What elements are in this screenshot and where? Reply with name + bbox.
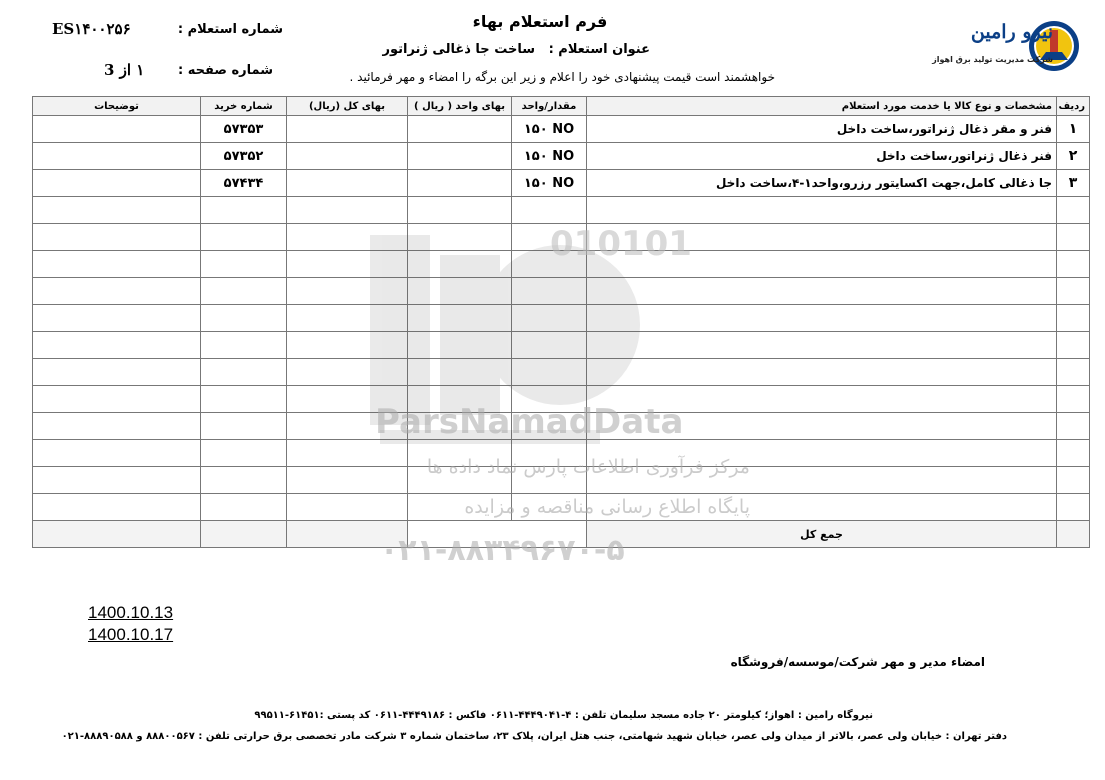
empty-table-row: [33, 359, 1090, 386]
empty-cell: [201, 224, 287, 251]
row-number: ۱: [1057, 116, 1090, 143]
header-row-number: ردیف: [1057, 97, 1090, 116]
watermark-line2: پایگاه اطلاع رسانی مناقصه و مزایده: [464, 496, 750, 518]
empty-cell: [512, 440, 587, 467]
empty-cell: [587, 440, 1057, 467]
empty-cell: [1057, 278, 1090, 305]
empty-cell: [512, 197, 587, 224]
empty-cell[interactable]: [287, 224, 408, 251]
notes-cell[interactable]: [33, 170, 201, 197]
empty-cell: [1057, 467, 1090, 494]
item-description: فنر و مقر ذغال ژنراتور،ساخت داخل: [587, 116, 1057, 143]
empty-cell[interactable]: [287, 467, 408, 494]
empty-cell: [587, 413, 1057, 440]
row-number: ۲: [1057, 143, 1090, 170]
empty-cell: [512, 224, 587, 251]
empty-cell[interactable]: [287, 386, 408, 413]
empty-cell: [1057, 413, 1090, 440]
empty-cell: [512, 467, 587, 494]
item-quantity: ۱۵۰ NO: [512, 170, 587, 197]
grand-total-cell[interactable]: [287, 521, 408, 548]
empty-cell[interactable]: [287, 413, 408, 440]
empty-cell: [201, 440, 287, 467]
empty-cell: [1057, 197, 1090, 224]
header-description: مشخصات و نوع کالا یا خدمت مورد استعلام: [587, 97, 1057, 116]
empty-cell: [201, 467, 287, 494]
table-row: [33, 116, 1090, 143]
empty-cell[interactable]: [408, 305, 512, 332]
total-price-cell[interactable]: [287, 170, 408, 197]
empty-cell[interactable]: [287, 305, 408, 332]
table-row: [33, 143, 1090, 170]
empty-cell: [1057, 251, 1090, 278]
header-unit-price: بهای واحد ( ریال ): [408, 97, 512, 116]
total-spacer: [408, 521, 587, 548]
empty-cell[interactable]: [287, 332, 408, 359]
empty-table-row: [33, 494, 1090, 521]
inquiry-number-label: شماره استعلام :: [177, 22, 283, 37]
empty-cell[interactable]: [33, 332, 201, 359]
empty-cell: [201, 494, 287, 521]
empty-cell[interactable]: [287, 278, 408, 305]
item-quantity: ۱۵۰ NO: [512, 143, 587, 170]
empty-cell[interactable]: [33, 413, 201, 440]
empty-cell[interactable]: [287, 197, 408, 224]
empty-table-row: [33, 440, 1090, 467]
empty-cell[interactable]: [33, 197, 201, 224]
subject-label: عنوان استعلام :: [548, 42, 650, 57]
empty-cell[interactable]: [33, 440, 201, 467]
empty-cell[interactable]: [33, 251, 201, 278]
empty-cell: [587, 359, 1057, 386]
empty-cell: [201, 413, 287, 440]
empty-cell: [587, 278, 1057, 305]
purchase-number: ۵۷۴۳۴: [201, 170, 287, 197]
empty-cell: [1057, 305, 1090, 332]
empty-cell[interactable]: [287, 440, 408, 467]
notes-cell[interactable]: [33, 116, 201, 143]
subject-line: [382, 42, 650, 57]
empty-cell[interactable]: [408, 359, 512, 386]
empty-cell: [587, 197, 1057, 224]
empty-cell: [587, 467, 1057, 494]
empty-cell: [512, 251, 587, 278]
empty-cell[interactable]: [33, 278, 201, 305]
table-header-row: [33, 97, 1090, 116]
empty-cell: [201, 305, 287, 332]
empty-cell[interactable]: [33, 494, 201, 521]
empty-table-row: [33, 251, 1090, 278]
empty-cell[interactable]: [408, 332, 512, 359]
empty-table-row: [33, 467, 1090, 494]
empty-cell: [512, 278, 587, 305]
inquiry-number-value: ES۱۴۰۰۲۵۶: [52, 20, 131, 38]
unit-price-cell[interactable]: [408, 143, 512, 170]
address-ahvaz: نیروگاه رامین : اهواز؛ کیلومتر ۲۰ جاده مسجد سلیمان تلفن : ۴-۴۴۴۹۰۴۱-۰۶۱۱ فاکس : ۴۴۴۹۱۸۶-۰۶۱۱ کد پستی :۶۱۴۵۱-۹۹۵۱۱: [254, 710, 873, 721]
empty-table-row: [33, 224, 1090, 251]
page-number-label: شماره صفحه :: [178, 63, 273, 78]
total-label: جمع کل: [587, 521, 1057, 548]
empty-cell[interactable]: [33, 467, 201, 494]
empty-cell: [1057, 224, 1090, 251]
empty-cell[interactable]: [408, 440, 512, 467]
total-notes-spacer: [33, 521, 201, 548]
empty-cell[interactable]: [408, 224, 512, 251]
total-row: [33, 521, 1090, 548]
empty-cell: [587, 251, 1057, 278]
total-price-cell[interactable]: [287, 143, 408, 170]
item-quantity: ۱۵۰ NO: [512, 116, 587, 143]
header-total-price: بهای کل (ریال): [287, 97, 408, 116]
empty-cell[interactable]: [33, 386, 201, 413]
empty-cell: [587, 332, 1057, 359]
unit-price-cell[interactable]: [408, 170, 512, 197]
signature-line: امضاء مدیر و مهر شرکت/موسسه/فروشگاه: [730, 655, 985, 669]
empty-cell: [201, 359, 287, 386]
unit-price-cell[interactable]: [408, 116, 512, 143]
notes-cell[interactable]: [33, 143, 201, 170]
empty-cell[interactable]: [408, 197, 512, 224]
empty-cell[interactable]: [33, 359, 201, 386]
form-title: فرم استعلام بهاء: [472, 12, 608, 31]
empty-cell[interactable]: [408, 494, 512, 521]
empty-cell: [512, 413, 587, 440]
page-number-value: ۱ از 3: [104, 61, 145, 79]
empty-table-row: [33, 332, 1090, 359]
empty-table-row: [33, 278, 1090, 305]
empty-table-row: [33, 413, 1090, 440]
date-2: 1400.10.17: [88, 625, 174, 644]
empty-cell: [512, 359, 587, 386]
logo-subtitle: شرکت مدیریت تولید برق اهواز: [932, 55, 1053, 64]
header-notes: توضیحات: [33, 97, 201, 116]
empty-cell: [1057, 440, 1090, 467]
request-note: خواهشمند است قیمت پیشنهادی خود را اعلام و زیر این برگه را امضاء و مهر فرمائید .: [349, 70, 775, 84]
empty-table-row: [33, 305, 1090, 332]
empty-cell: [201, 386, 287, 413]
item-description: جا ذغالی کامل،جهت اکسایتور رزرو،واحد۱-۴،ساخت داخل: [587, 170, 1057, 197]
empty-cell: [512, 305, 587, 332]
empty-cell: [512, 332, 587, 359]
header-purchase-number: شماره خرید: [201, 97, 287, 116]
header-quantity: مقدار/واحد: [512, 97, 587, 116]
empty-cell: [587, 224, 1057, 251]
empty-cell: [1057, 359, 1090, 386]
empty-cell: [201, 332, 287, 359]
empty-cell: [512, 494, 587, 521]
empty-cell[interactable]: [33, 305, 201, 332]
empty-cell[interactable]: [408, 251, 512, 278]
empty-cell: [1057, 386, 1090, 413]
empty-cell[interactable]: [287, 359, 408, 386]
items-table: [32, 96, 1090, 548]
total-purchase-spacer: [201, 521, 287, 548]
empty-cell[interactable]: [408, 467, 512, 494]
watermark-phone: ۰۲۱-۸۸۳۴۹۶۷۰-۵: [380, 533, 625, 568]
total-row-spacer: [1057, 521, 1090, 548]
empty-cell[interactable]: [408, 278, 512, 305]
empty-cell: [201, 197, 287, 224]
empty-cell: [587, 305, 1057, 332]
empty-cell: [512, 386, 587, 413]
watermark-digits: 010101: [550, 224, 692, 264]
empty-cell[interactable]: [287, 494, 408, 521]
empty-cell: [201, 278, 287, 305]
table-row: [33, 170, 1090, 197]
logo-name: نیرو رامین: [970, 21, 1053, 43]
empty-cell: [201, 251, 287, 278]
empty-rows: [33, 197, 1090, 521]
watermark-line1: مرکز فرآوری اطلاعات پارس نماد داده ها: [426, 456, 750, 478]
total-price-cell[interactable]: [287, 116, 408, 143]
empty-table-row: [33, 197, 1090, 224]
empty-cell: [587, 386, 1057, 413]
watermark-brand: ParsNamadData: [375, 402, 684, 442]
empty-cell: [1057, 494, 1090, 521]
purchase-number: ۵۷۳۵۲: [201, 143, 287, 170]
empty-cell[interactable]: [287, 251, 408, 278]
date-1: 1400.10.13: [88, 603, 174, 622]
empty-cell[interactable]: [33, 224, 201, 251]
empty-cell[interactable]: [408, 386, 512, 413]
empty-cell: [1057, 332, 1090, 359]
empty-table-row: [33, 386, 1090, 413]
row-number: ۳: [1057, 170, 1090, 197]
item-description: فنر ذغال ژنراتور،ساخت داخل: [587, 143, 1057, 170]
purchase-number: ۵۷۳۵۳: [201, 116, 287, 143]
empty-cell: [587, 494, 1057, 521]
empty-cell[interactable]: [408, 413, 512, 440]
subject-value: ساخت جا ذغالی ژنراتور: [382, 42, 535, 57]
address-tehran: دفتر تهران : خیابان ولی عصر، بالاتر از میدان ولی عصر، خیابان شهید شهامتی، جنب هتل ایران، پلاک ۲۳، ساختمان شماره ۳ شرکت مادر تخصصی برق حرارتی تلفن : ۸۸۸۰۰۵۶۷ و ۸۸۸۹۰۵۸۸-۰۲۱: [61, 731, 1007, 742]
